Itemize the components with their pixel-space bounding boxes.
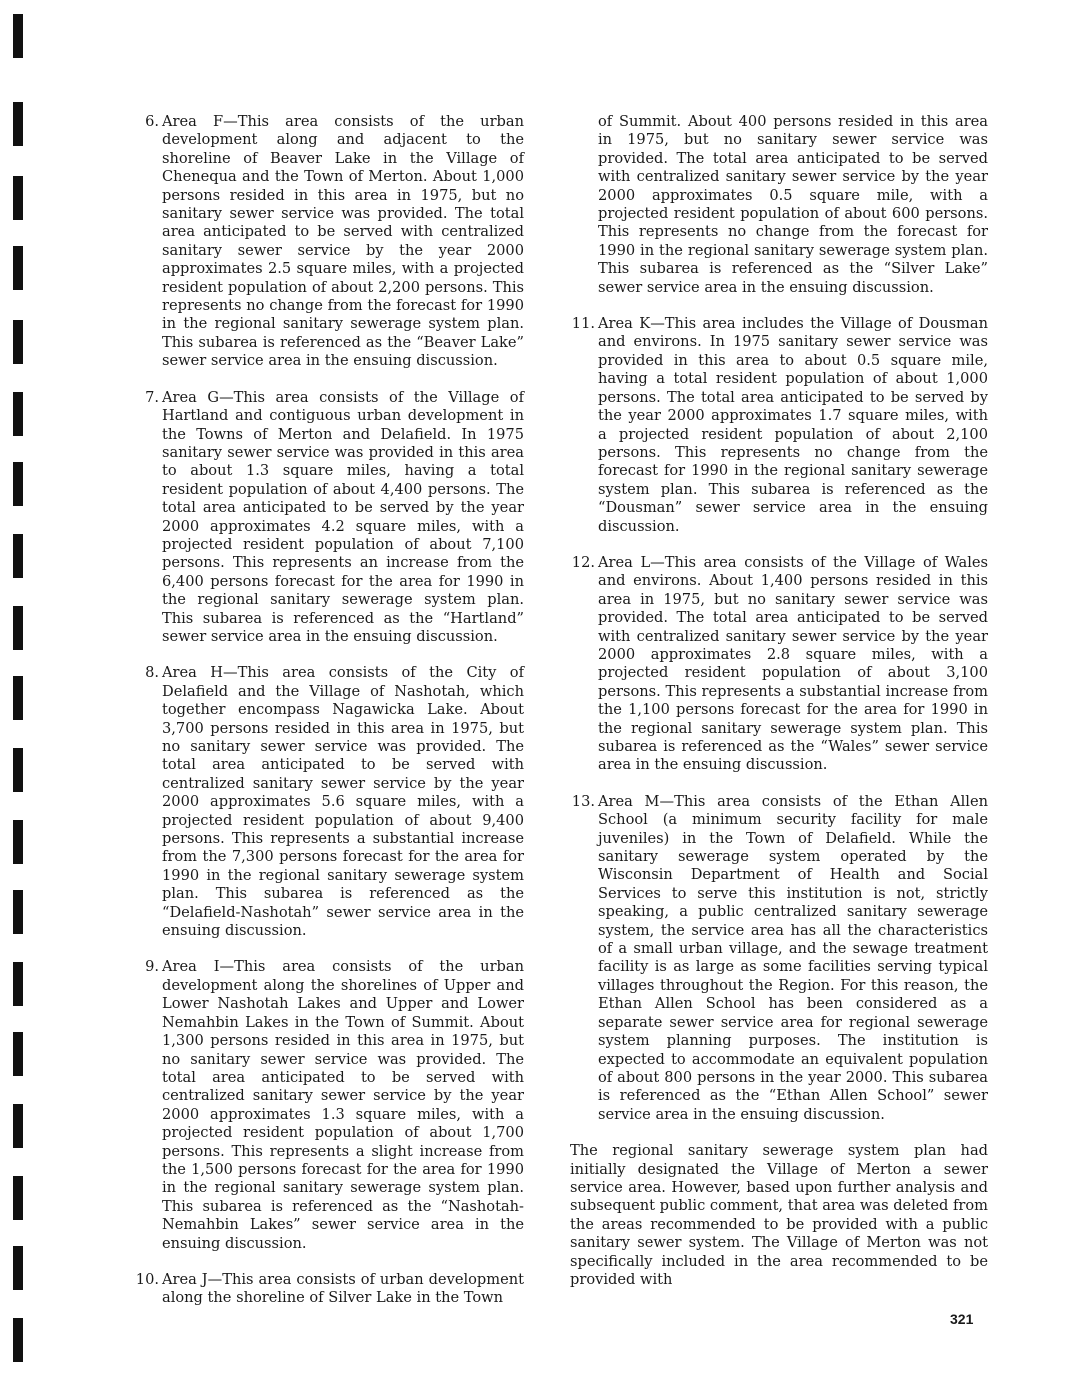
item-text: Area I—This area consists of the urban development along the shorelines of Upper and Lower Nashotah Lakes and Upper and Lower Nemahbin Lakes in the Town of Summit. About 1,300 persons resided in this area in 1975, but no sanitary sewer service was provided. The total area anticipated to be served with centralized sanitary sewer service by the year 2000 approximates 1.3 square miles, with a projected resident population of about 1,700 persons. This represents a slight increase from the 1,500 persons forecast for the area for 1990 in the regional sanitary sewerage system plan. This subarea is referenced as the “Nashotah-Nemahbin Lakes” sewer service area in the ensuing discussion. xyxy=(162,958,524,1252)
item-number: 13. xyxy=(571,792,595,810)
list-item xyxy=(570,793,988,1124)
item-text: Area H—This area consists of the City of Delafield and the Village of Nashotah, which together encompass Nagawicka Lake. About 3,700 persons resided in this area in 1975, but no sanitary sewer service was provided. The total area anticipated to be served with centralized sanitary sewer service by the year 2000 approximates 5.6 square miles, with a projected resident population of about 9,400 persons. This represents a substantial increase from the 7,300 persons forecast for the area for 1990 in the regional sanitary sewerage system plan. This subarea is referenced as the “Delafield-Nashotah” sewer service area in the ensuing discussion. xyxy=(162,664,524,940)
item-text: Area F—This area consists of the urban development along and adjacent to the shoreline of Beaver Lake in the Village of Chenequa and the Town of Merton. About 1,000 persons resided in this area in 1975, but no sanitary sewer service was provided. The total area anticipated to be served with centralized sanitary sewer service by the year 2000 approximates 2.5 square miles, with a projected resident population of about 2,200 persons. This represents no change from the forecast for 1990 in the regional sanitary sewerage system plan. This subarea is referenced as the “Beaver Lake” sewer service area in the ensuing discussion. xyxy=(162,113,524,370)
binding-hole xyxy=(13,102,23,146)
binding-hole xyxy=(13,606,23,650)
item-text: Area K—This area includes the Village of Dousman and environs. In 1975 sanitary sewer service was provided in this area to about 0.5 square mile, having a total resident population of about 1,000 persons. The total area anticipated to be served by the year 2000 approximates 1.7 square miles, with a projected resident population of about 2,100 persons. This represents no change from the forecast for 1990 in the regional sanitary sewerage system plan. This subarea is referenced as the “Dousman” sewer service area in the ensuing discussion. xyxy=(598,315,988,535)
item-number: 7. xyxy=(145,388,159,406)
binding-hole xyxy=(13,890,23,934)
binding-hole xyxy=(13,1176,23,1220)
binding-hole xyxy=(13,962,23,1006)
item-text: Area G—This area consists of the Village of Hartland and contiguous urban development in the Towns of Merton and Delafield. In 1975 sanitary sewer service was provided in this area to about 1.3 square miles, having a total resident population of about 4,400 persons. The total area anticipated to be served by the year 2000 approximates 4.2 square miles, with a projected resident population of about 7,100 persons. This represents an increase from the 6,400 persons forecast for the area for 1990 in the regional sanitary sewerage system plan. This subarea is referenced as the “Hartland” sewer service area in the ensuing discussion. xyxy=(162,388,524,645)
binding-hole xyxy=(13,1318,23,1362)
list-item xyxy=(134,113,524,371)
binding-hole xyxy=(13,676,23,720)
list-item xyxy=(134,389,524,647)
binding-hole xyxy=(13,1104,23,1148)
right-column xyxy=(570,113,988,1289)
binding-hole xyxy=(13,820,23,864)
item-text: Area M—This area consists of the Ethan Allen School (a minimum security facility for male juveniles) in the Town of Delafield. While the sanitary sewerage system operated by the Wisconsin Department of Health and Social Services to serve this institution is not, strictly speaking, a public centralized sanitary sewerage system, the service area has all the characteristics of a small urban village, and the sewage treatment facility is as large as some facilities serving typical villages throughout the Region. For this reason, the Ethan Allen School has been considered as a separate sewer service area for regional sewerage system planning purposes. The institution is expected to accommodate an equivalent population of about 800 persons in the year 2000. This subarea is referenced as the “Ethan Allen School” sewer service area in the ensuing discussion. xyxy=(598,792,988,1123)
item-number: 12. xyxy=(571,553,595,571)
list-item xyxy=(570,315,988,536)
page-number: 321 xyxy=(950,1311,974,1327)
item-number: 8. xyxy=(145,664,159,682)
list-item xyxy=(570,554,988,775)
list-item xyxy=(134,664,524,940)
binding-hole xyxy=(13,462,23,506)
list-item xyxy=(134,1271,524,1308)
list-item xyxy=(134,958,524,1253)
binding-hole xyxy=(13,534,23,578)
binding-holes xyxy=(0,0,30,1380)
item-number: 6. xyxy=(145,113,159,130)
binding-hole xyxy=(13,320,23,364)
binding-hole xyxy=(13,392,23,436)
continued-item-text: of Summit. About 400 persons resided in this area in 1975, but no sanitary sewer service was provided. The total area anticipated to be served with centralized sanitary sewer service by the year 2000 approximates 0.5 square mile, with a projected resident population of about 600 persons. This represents no change from the forecast for 1990 in the regional sanitary sewerage system plan. This subarea is referenced as the “Silver Lake” sewer service area in the ensuing discussion. xyxy=(598,113,988,296)
item-number: 9. xyxy=(145,958,159,976)
item-number: 10. xyxy=(135,1270,159,1288)
binding-hole xyxy=(13,748,23,792)
binding-hole xyxy=(13,1246,23,1290)
binding-hole xyxy=(13,1032,23,1076)
binding-hole xyxy=(13,246,23,290)
binding-hole xyxy=(13,14,23,58)
binding-hole xyxy=(13,176,23,220)
body-paragraph: The regional sanitary sewerage system plan had initially designated the Village of Merton a sewer service area. However, based upon further analysis and subsequent public comment, that area was deleted from the areas recommended to be provided with a public sanitary sewer system. The Village of Merton was not specifically included in the area recommended to be provided with xyxy=(570,1142,988,1288)
left-column xyxy=(134,113,524,1326)
item-text: Area L—This area consists of the Village of Wales and environs. About 1,400 persons resided in this area in 1975, but no sanitary sewer service was provided. The total area anticipated to be served with centralized sanitary sewer service by the year 2000 approximates 2.8 square miles, with a projected resident population of about 3,100 persons. This represents a substantial increase from the 1,100 persons forecast for the area for 1990 in the regional sanitary sewerage system plan. This subarea is referenced as the “Wales” sewer service area in the ensuing discussion. xyxy=(598,553,988,774)
item-number: 11. xyxy=(571,315,595,333)
item-text: Area J—This area consists of urban development along the shoreline of Silver Lake in the Town xyxy=(162,1270,524,1307)
